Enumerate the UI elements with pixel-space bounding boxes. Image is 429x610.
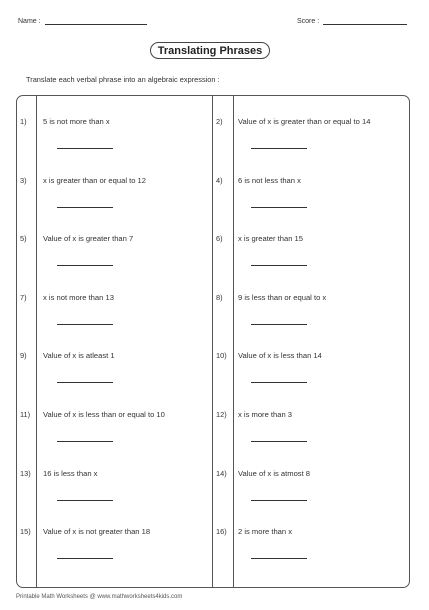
answer-blank[interactable] xyxy=(251,148,307,149)
problem-number: 3) xyxy=(20,175,27,185)
problem-number: 9) xyxy=(20,351,27,361)
problem-number: 4) xyxy=(216,175,223,185)
name-field xyxy=(18,16,147,25)
center-divider xyxy=(212,95,213,588)
problem-number: 16) xyxy=(216,527,227,537)
problem-text: x is greater than 15 xyxy=(238,234,304,244)
problem-text: 2 is more than x xyxy=(238,527,293,537)
answer-blank[interactable] xyxy=(251,207,307,208)
problem-number: 2) xyxy=(216,117,223,126)
problem-text: Value of x is less than 14 xyxy=(238,351,322,361)
problem-number: 6) xyxy=(216,234,223,244)
left-number-divider xyxy=(36,95,37,588)
problem-text: x is not more than 13 xyxy=(43,292,114,302)
problem-number: 12) xyxy=(216,410,227,419)
answer-blank[interactable] xyxy=(251,558,307,559)
answer-blank[interactable] xyxy=(57,207,113,208)
answer-blank[interactable] xyxy=(57,558,113,559)
score-blank xyxy=(323,16,407,25)
problem-number: 5) xyxy=(20,234,27,244)
problem-number: 8) xyxy=(216,292,223,302)
problem-text: 6 is not less than x xyxy=(238,175,301,185)
problem-sheet-border xyxy=(16,95,410,588)
name-label: Name : xyxy=(18,18,41,25)
answer-blank[interactable] xyxy=(57,265,113,266)
problem-number: 11) xyxy=(20,410,31,419)
answer-blank[interactable] xyxy=(251,265,307,266)
problem-number: 7) xyxy=(20,292,27,302)
name-blank xyxy=(45,16,147,25)
problem-number: 1) xyxy=(20,117,27,126)
problem-text: Value of x is greater than 7 xyxy=(43,234,134,244)
answer-blank[interactable] xyxy=(57,382,113,383)
problem-text: Value of x is greater than or equal to 14 xyxy=(238,117,371,126)
answer-blank[interactable] xyxy=(251,324,307,325)
worksheet-title: Translating Phrases xyxy=(150,42,270,59)
problem-number: 13) xyxy=(20,468,31,478)
problem-text: Value of x is atleast 1 xyxy=(43,351,115,361)
answer-blank[interactable] xyxy=(57,148,113,149)
footer-credit: Printable Math Worksheets @ www.mathworksheets4kids.com xyxy=(16,594,183,600)
problem-text: 5 is not more than x xyxy=(43,117,110,126)
right-number-divider xyxy=(233,95,234,588)
answer-blank[interactable] xyxy=(251,500,307,501)
instructions: Translate each verbal phrase into an algebraic expression : xyxy=(26,75,220,84)
problem-text: Value of x is not greater than 18 xyxy=(43,527,151,537)
problem-text: x is more than 3 xyxy=(238,410,293,419)
score-label: Score : xyxy=(297,18,320,25)
answer-blank[interactable] xyxy=(251,441,307,442)
answer-blank[interactable] xyxy=(57,441,113,442)
problem-text: 9 is less than or equal to x xyxy=(238,292,327,302)
problem-number: 10) xyxy=(216,351,227,361)
score-field xyxy=(297,16,407,25)
problem-text: x is greater than or equal to 12 xyxy=(43,175,147,185)
problem-text: 16 is less than x xyxy=(43,468,98,478)
answer-blank[interactable] xyxy=(57,500,113,501)
answer-blank[interactable] xyxy=(57,324,113,325)
problem-number: 14) xyxy=(216,468,227,478)
problem-text: Value of x is atmost 8 xyxy=(238,468,311,478)
problem-number: 15) xyxy=(20,527,31,537)
problem-text: Value of x is less than or equal to 10 xyxy=(43,410,165,419)
answer-blank[interactable] xyxy=(251,382,307,383)
